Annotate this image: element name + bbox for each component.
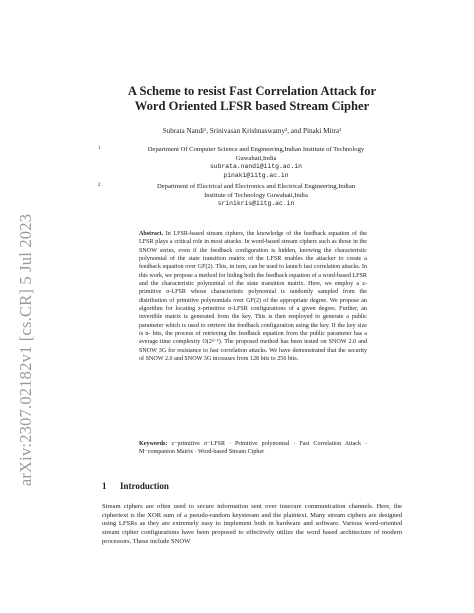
affiliation-marker: 1 bbox=[98, 146, 101, 151]
section-heading bbox=[102, 481, 169, 491]
author-email: subrata.nandi@iitg.ac.in bbox=[209, 163, 303, 171]
keywords-label: Keywords: bbox=[139, 441, 168, 447]
section-title: Introduction bbox=[120, 481, 169, 491]
arxiv-watermark bbox=[17, 150, 35, 550]
abstract-label: Abstract. bbox=[139, 231, 164, 237]
author-email: srinikris@iitg.ac.in bbox=[217, 200, 295, 208]
introduction-paragraph: Stream ciphers are often used to secure information sent over insecure communication channels. Here, the ciphertext is the XOR sum of a pseudo-random keystream and the plaintext. Many stream ciphers are designed using LFSRs as they are extremely easy to implement both in hardware and software. Various word-oriented stream cipher configurations have been proposed to effectively utilize the word based architecture of modern processors. These include SNOW bbox=[102, 503, 402, 545]
author-email: pinaki@iitg.ac.in bbox=[223, 171, 289, 179]
paper-title bbox=[82, 84, 422, 114]
keywords bbox=[139, 440, 367, 457]
affiliation-1 bbox=[98, 146, 410, 180]
affiliation-line: Department of Electrical and Electronics and Electrical Engineering,Indian bbox=[156, 183, 356, 190]
affiliation-marker: 2 bbox=[98, 183, 101, 188]
title-line-2: Word Oriented LFSR based Stream Cipher bbox=[134, 99, 370, 113]
affiliation-line: Department Of Computer Science and Engineering,Indian Institute of Technology bbox=[147, 146, 365, 153]
keywords-text: z−primitive σ−LFSR · Primitive polynomial · Fast Correlation Attack · M−companion Matrix · Word-based Stream Cipher bbox=[139, 441, 367, 456]
arxiv-identifier: arXiv:2307.02182v1 [cs.CR] 5 Jul 2023 bbox=[16, 213, 35, 487]
affiliation-line: Guwahati,India bbox=[235, 154, 277, 162]
title-line-1: A Scheme to resist Fast Correlation Attack for bbox=[127, 84, 377, 98]
affiliation-line: Institute of Technology Guwahati,India bbox=[204, 191, 308, 199]
affiliation-2 bbox=[98, 183, 410, 209]
author-list: Subrata Nandi¹, Srinivasan Krishnaswamy², and Pinaki Mitra¹ bbox=[162, 127, 342, 135]
abstract bbox=[139, 230, 367, 364]
section-number: 1 bbox=[102, 481, 107, 491]
abstract-text: In LFSR-based stream ciphers, the knowledge of the feedback equation of the LFSR plays a critical role in most attacks. In word-based stream ciphers such as those in the SNOW series, even if the feedback configuration is hidden, knowing the characteristic polynomial of the state transition matrix of the LFSR enables the attacker to create a feedback equation over GF(2). This, in turn, can be used to launch fast correlation attacks. In this work, we propose a method for hiding both the feedback equation of a word-based LFSR and the characteristic polynomial of the state transition matrix. Here, we employ a z-primitive σ-LFSR whose characteristic polynomial is randomly sampled from the distribution of primitive polynomials over GF(2) of the appropriate degree. We propose an algorithm for locating z-primitive σ-LFSR configurations of a given degree. Further, an invertible matrix is generated from the key. This is then employed to generate a public parameter which is used to retrieve the feedback configuration using the key. If the key size is n- bits, the process of retrieving the feedback equation from the public parameter has a average time complexity O(2ⁿ⁻¹). The proposed method has been tested on SNOW 2.0 and SNOW 3G for resistance to fast correlation attacks. We have demonstrated that the security of SNOW 2.0 and SNOW 3G increases from 128 bits to 256 bits. bbox=[139, 231, 367, 363]
